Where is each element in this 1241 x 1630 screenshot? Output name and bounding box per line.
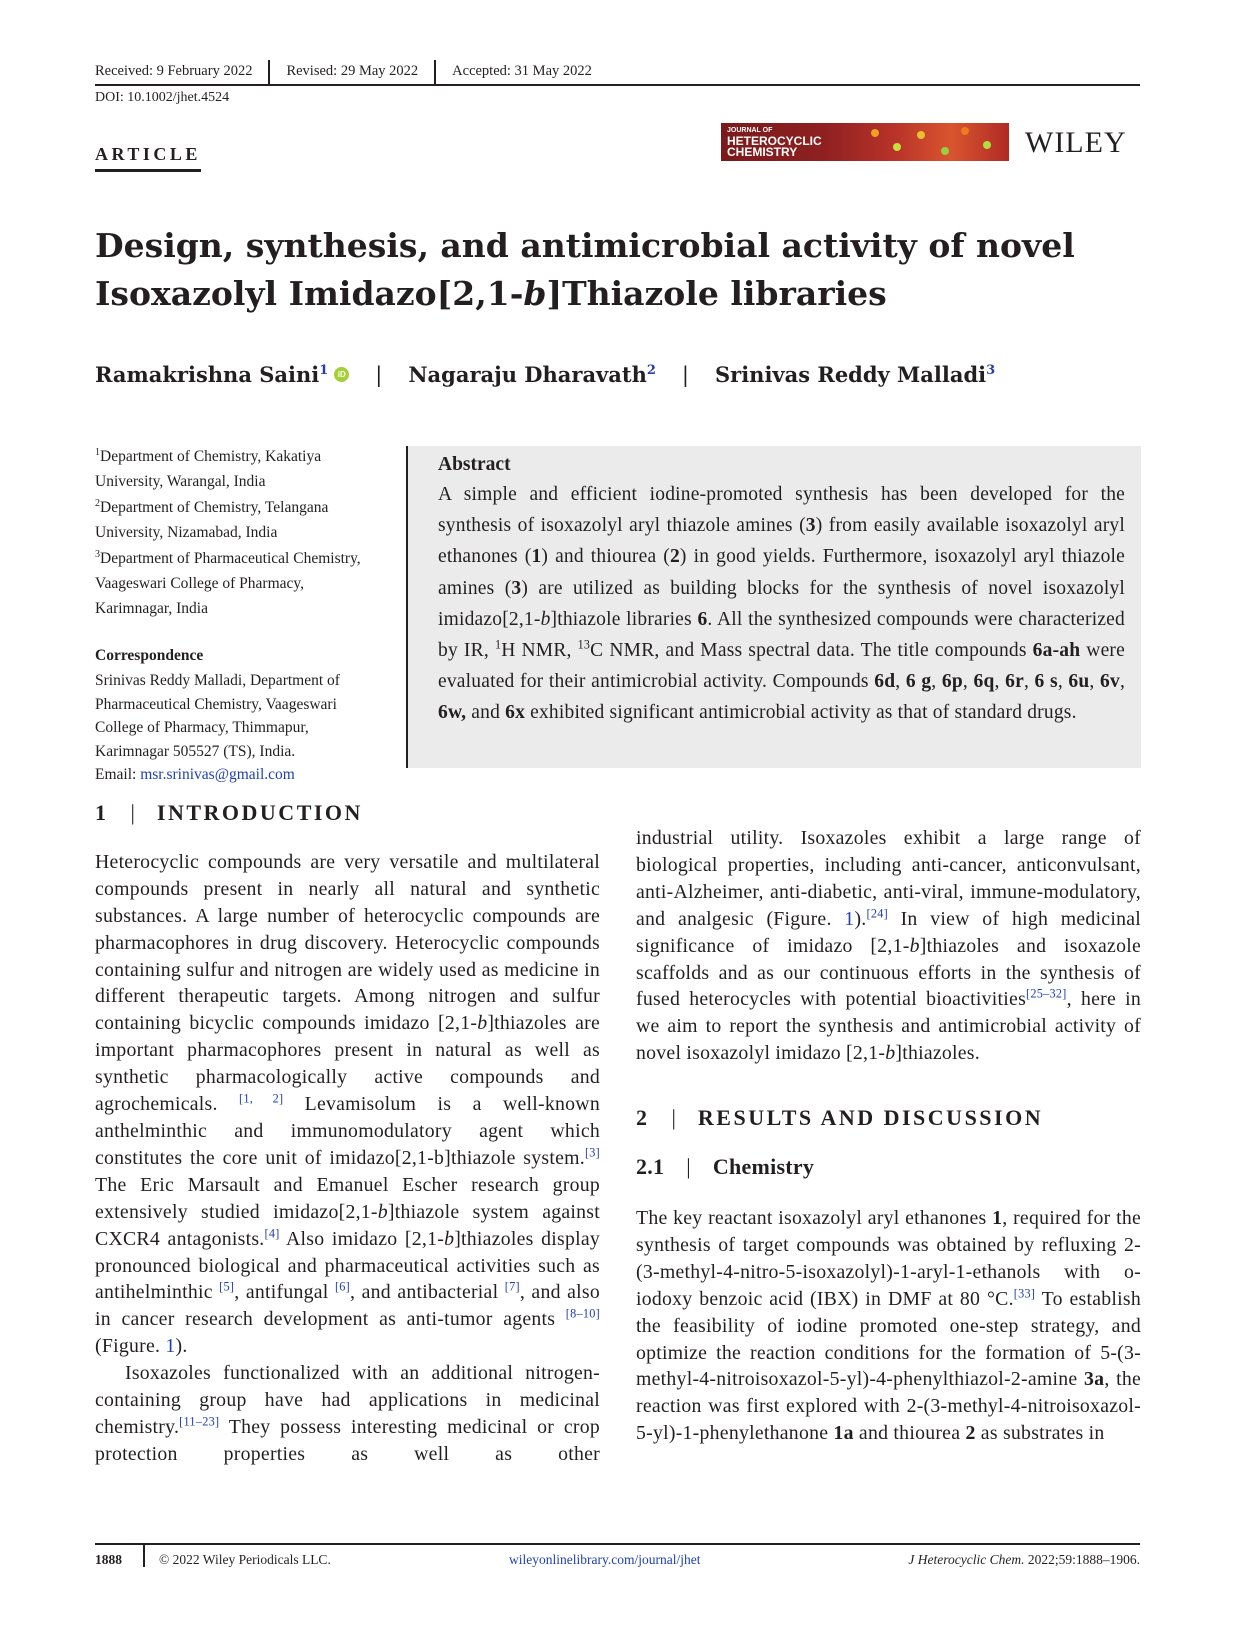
journal-logo: JOURNAL OF HETEROCYCLIC CHEMISTRY bbox=[721, 123, 1009, 161]
page-footer bbox=[95, 1543, 1140, 1577]
affiliation: $^1$Department of Chemistry, Kakatiya University, Warangal, India bbox=[95, 446, 322, 490]
doi: DOI: 10.1002/jhet.4524 bbox=[95, 90, 230, 105]
affiliation: $^3$Department of Pharmaceutical Chemistry, Vaageswari College of Pharmacy, Karimnagar, India bbox=[95, 548, 361, 617]
right-column bbox=[636, 825, 1141, 1447]
figure-link[interactable]: 1 bbox=[165, 1335, 176, 1358]
abstract-box bbox=[406, 446, 1141, 768]
email-link[interactable]: msr.srinivas@gmail.com bbox=[140, 766, 295, 783]
reference-link[interactable]: [33] bbox=[1013, 1286, 1036, 1301]
reference-link[interactable]: [11–23] bbox=[179, 1414, 220, 1429]
reference-link[interactable]: [3] bbox=[584, 1145, 600, 1160]
author-list: Ramakrishna Saini$^1$ iD | Nagaraju Dharavath$^2$ | Srinivas Reddy Malladi$^3$ bbox=[95, 362, 996, 387]
section-heading-introduction: 1 | INTRODUCTION bbox=[95, 800, 363, 825]
abstract-heading: Abstract bbox=[438, 454, 511, 475]
author: Ramakrishna Saini$^1$ bbox=[95, 362, 329, 387]
reference-link[interactable]: [5] bbox=[219, 1279, 235, 1294]
citation: J Heterocyclic Chem. 2022;59:1888–1906. bbox=[908, 1552, 1140, 1567]
orcid-icon[interactable]: iD bbox=[334, 367, 349, 382]
copyright: © 2022 Wiley Periodicals LLC. bbox=[159, 1552, 331, 1567]
reference-link[interactable]: [8–10] bbox=[565, 1306, 600, 1321]
article-type: ARTICLE bbox=[95, 144, 201, 172]
reference-link[interactable]: [24] bbox=[866, 906, 888, 921]
journal-url-link[interactable]: wileyonlinelibrary.com/journal/jhet bbox=[509, 1552, 701, 1567]
affiliations bbox=[95, 444, 385, 788]
paragraph: The key reactant isoxazolyl aryl ethanones 1, required for the synthesis of target compounds was obtained by refluxing 2-(3-methyl-4-nitro-5-isoxazolyl)-1-aryl-1-ethanols with o-iodoxy benzoic acid (IBX) in DMF at 80 °C.[33] To establish the feasibility of iodine promoted one-step strategy, and optimize the reaction conditions for the formation of 5-(3-methyl-4-nitroisoxazol-5-yl)-4-phenylthiazol-2-amine 3a, the reaction was first explored with 2-(3-methyl-4-nitroisoxazol-5-yl)-1-phenylethanone 1a and thiourea 2 as substrates in bbox=[636, 1206, 1141, 1445]
paragraph: Heterocyclic compounds are very versatile and multilateral compounds present in nearly all natural and synthetic substances. A large number of heterocyclic compounds are pharmacophores in drug discovery. Heterocyclic compounds containing sulfur and nitrogen are widely used as medicine in different therapeutic targets. Among nitrogen and sulfur containing bicyclic compounds imidazo [2,1-b]thiazoles are important pharmacophores present in natural as well as synthetic pharmacologically active compounds and agrochemicals. [1, 2] Levamisolum is a well-known anthelminthic and immunomodulatory agent which constitutes the core unit of imidazo[2,1-b]thiazole system.[3] The Eric Marsault and Emanuel Escher research group extensively studied imidazo[2,1-b]thiazole system against CXCR4 antagonists.[4] Also imidazo [2,1-b]thiazoles display pronounced biological and pharmaceutical activities such as antihelminthic [5], antifungal [6], and antibacterial [7], and also in cancer research development as anti-tumor agents [8–10] (Figure. 1). bbox=[95, 850, 601, 1358]
reference-link[interactable]: [7] bbox=[504, 1279, 520, 1294]
publisher-logo: WILEY bbox=[1025, 126, 1127, 159]
section-heading-results: 2 | RESULTS AND DISCUSSION bbox=[636, 1105, 1044, 1131]
paragraph: industrial utility. Isoxazoles exhibit a large range of biological properties, including anti-cancer, anticonvulsant, anti-Alzheimer, anti-diabetic, anti-viral, immune-modulatory, and analgesic (Figure. 1).[24] In view of high medicinal significance of imidazo [2,1-b]thiazoles and isoxazole scaffolds and as our continuous efforts in the synthesis of fused heterocycles with potential bioactivities[25–32], here in we aim to report the synthesis and antimicrobial activity of novel isoxazolyl imidazo [2,1-b]thiazoles. bbox=[636, 827, 1142, 1065]
abstract-body: A simple and efficient iodine-promoted synthesis has been developed for the synthesis of isoxazolyl aryl thiazole amines (3) from easily available isoxazolyl aryl ethanones (1) and thiourea (2) in good yields. Furthermore, isoxazolyl aryl thiazole amines (3) are utilized as building blocks for the synthesis of novel isoxazolyl imidazo[2,1-b]thiazole libraries 6. All the synthesized compounds were characterized by IR, $^1$H NMR, $^{13}$C NMR, and Mass spectral data. The title compounds 6a-ah were evaluated for their antimicrobial activity. Compounds 6d, 6 g, 6p, 6q, 6r, 6 s, 6u, 6v, 6w, and 6x exhibited significant antimicrobial activity as that of standard drugs. bbox=[438, 484, 1126, 724]
reference-link[interactable]: [1, 2] bbox=[239, 1091, 284, 1106]
left-column bbox=[95, 800, 600, 1468]
reference-link[interactable]: [4] bbox=[264, 1226, 280, 1240]
reference-link[interactable]: [6] bbox=[334, 1279, 351, 1294]
revised-date: Revised: 29 May 2022 bbox=[268, 60, 434, 84]
received-dates-bar bbox=[95, 60, 1140, 86]
author: Srinivas Reddy Malladi$^3$ bbox=[714, 362, 996, 387]
author: Nagaraju Dharavath$^2$ bbox=[408, 362, 656, 387]
correspondence-heading: Correspondence bbox=[95, 647, 204, 664]
affiliation: $^2$Department of Chemistry, Telangana University, Nizamabad, India bbox=[95, 497, 329, 541]
subsection-heading-chemistry: 2.1 | Chemistry bbox=[636, 1154, 815, 1180]
accepted-date: Accepted: 31 May 2022 bbox=[434, 60, 608, 84]
page-number: 1888 bbox=[95, 1552, 122, 1567]
correspondence-text: Srinivas Reddy Malladi, Department of Pharmaceutical Chemistry, Vaageswari College of Pharmacy, Thimmapur, Karimnagar 505527 (TS), India. Email: msr.srinivas@gmail.com bbox=[95, 672, 340, 783]
paper-title: Design, synthesis, and antimicrobial activity of novel Isoxazolyl Imidazo[2,1-b]Thiazole libraries bbox=[95, 226, 1075, 313]
received-date: Received: 9 February 2022 bbox=[95, 63, 253, 79]
figure-link[interactable]: 1 bbox=[844, 907, 855, 930]
reference-link[interactable]: [25–32] bbox=[1026, 986, 1067, 1001]
paragraph: Isoxazoles functionalized with an additional nitrogen-containing group have had applications in medicinal chemistry.[11–23] They possess interesting medicinal or crop protection properties as well as other bbox=[95, 1362, 600, 1465]
